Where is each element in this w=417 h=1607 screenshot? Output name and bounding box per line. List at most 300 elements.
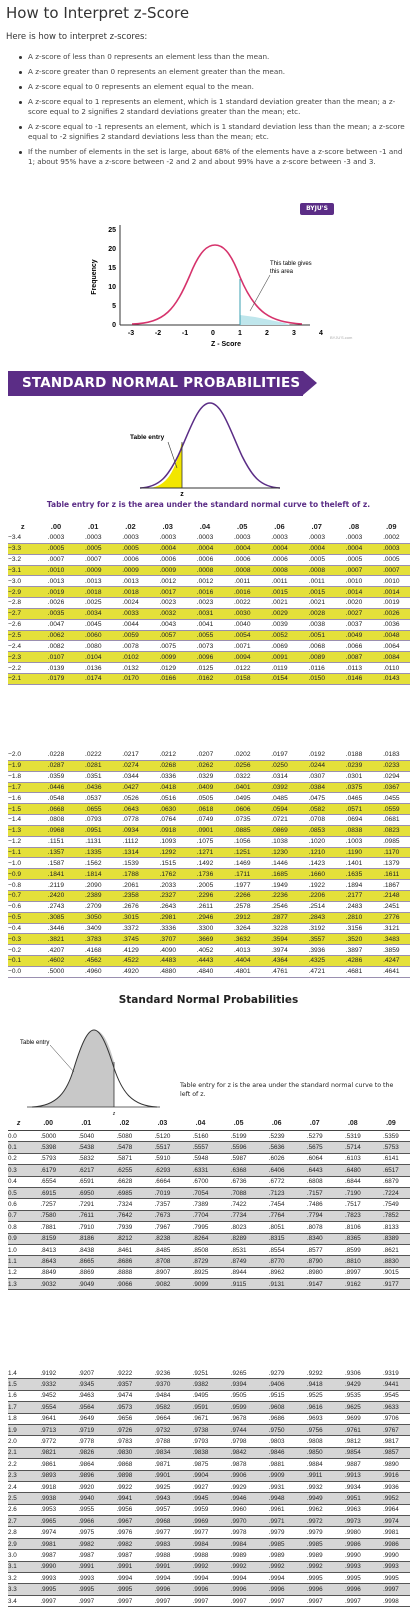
probability-cell: .9980 [334, 1527, 372, 1538]
table-row [8, 1402, 410, 1413]
probability-cell: .0069 [261, 641, 298, 652]
probability-cell: .0018 [75, 587, 112, 598]
probability-cell: .9991 [105, 1561, 143, 1572]
probability-cell: .5000 [29, 1131, 67, 1142]
probability-cell: .9177 [372, 1279, 410, 1290]
probability-cell: .9793 [181, 1436, 219, 1447]
table-row [8, 554, 410, 565]
probability-cell: .9913 [334, 1470, 372, 1481]
table-entry-label: Table entry [20, 1040, 50, 1046]
probability-cell: .9357 [105, 1379, 143, 1390]
probability-cell: .5793 [29, 1153, 67, 1164]
probability-cell: .9778 [67, 1436, 105, 1447]
table-row [8, 587, 410, 598]
probability-cell: .9750 [258, 1424, 296, 1435]
probability-cell: .9406 [258, 1379, 296, 1390]
table-row [8, 1436, 410, 1447]
probability-cell: .1977 [224, 880, 261, 891]
probability-cell: .9783 [105, 1436, 143, 1447]
probability-cell: .3821 [37, 934, 74, 945]
probability-cell: .1922 [298, 880, 335, 891]
probability-cell: .0033 [112, 608, 149, 619]
probability-cell: .0052 [261, 630, 298, 641]
z-value-cell: −1.9 [8, 760, 37, 771]
probability-cell: .0122 [224, 663, 261, 674]
probability-cell: .0643 [112, 804, 149, 815]
probability-cell: .9738 [181, 1424, 219, 1435]
probability-cell: .0002 [373, 533, 410, 543]
probability-cell: .2611 [186, 901, 223, 912]
probability-cell: .8340 [296, 1233, 334, 1244]
probability-cell: .9991 [143, 1561, 181, 1572]
probability-cell: .4641 [373, 966, 410, 977]
probability-cell: .0485 [261, 793, 298, 804]
probability-cell: .2912 [224, 912, 261, 923]
probability-cell: .0059 [112, 630, 149, 641]
probability-cell: .1335 [75, 847, 112, 858]
probability-cell: .9941 [105, 1493, 143, 1504]
probability-cell: .8413 [29, 1244, 67, 1255]
z-value-cell: 1.0 [8, 1244, 29, 1255]
probability-cell: .9608 [258, 1402, 296, 1413]
probability-cell: .0735 [224, 815, 261, 826]
probability-cell: .9994 [105, 1573, 143, 1584]
table-row [8, 793, 410, 804]
probability-cell: .0036 [373, 619, 410, 630]
probability-cell: .9625 [334, 1402, 372, 1413]
probability-cell: .8665 [67, 1256, 105, 1267]
probability-cell: .0985 [373, 836, 410, 847]
probability-cell: .9761 [334, 1424, 372, 1435]
probability-cell: .5120 [143, 1131, 181, 1142]
probability-cell: .5517 [143, 1142, 181, 1153]
probability-cell: .5160 [181, 1131, 219, 1142]
probability-cell: .6103 [334, 1153, 372, 1164]
probability-cell: .9370 [143, 1379, 181, 1390]
probability-cell: .0694 [335, 815, 372, 826]
probability-cell: .1038 [261, 836, 298, 847]
probability-cell: .9993 [334, 1561, 372, 1572]
table-row [8, 912, 410, 923]
probability-cell: .8770 [258, 1256, 296, 1267]
probability-cell: .9292 [296, 1368, 334, 1379]
probability-cell: .7257 [29, 1199, 67, 1210]
probability-cell: .9997 [67, 1595, 105, 1606]
section-title: Standard Normal Probabilities [118, 994, 299, 1006]
probability-cell: .0475 [298, 793, 335, 804]
probability-cell: .2643 [149, 901, 186, 912]
probability-cell: .0322 [224, 771, 261, 782]
z-value-cell: 2.8 [8, 1527, 29, 1538]
z-value-cell: 0.2 [8, 1153, 29, 1164]
probability-cell: .9982 [67, 1538, 105, 1549]
probability-cell: .9957 [143, 1504, 181, 1515]
column-header: .01 [88, 521, 99, 531]
probability-cell: .0028 [298, 608, 335, 619]
probability-cell: .3264 [224, 923, 261, 934]
probability-cell: .9868 [105, 1459, 143, 1470]
probability-cell: .0003 [112, 533, 149, 543]
z-value-cell: −2.3 [8, 652, 37, 663]
entry-pointer [168, 442, 177, 468]
probability-cell: .3745 [112, 934, 149, 945]
probability-cell: .0287 [37, 760, 74, 771]
probability-cell: .9821 [29, 1447, 67, 1458]
z-value-cell: 1.6 [8, 1390, 29, 1401]
annotation-pointer [250, 275, 270, 311]
probability-cell: .7517 [334, 1199, 372, 1210]
probability-cell: .4247 [373, 956, 410, 967]
probability-cell: .0274 [112, 760, 149, 771]
probability-cell: .9993 [67, 1573, 105, 1584]
probability-cell: .8686 [105, 1256, 143, 1267]
probability-cell: .7852 [372, 1210, 410, 1221]
probability-cell: .0035 [37, 608, 74, 619]
z-value-cell: −0.6 [8, 901, 37, 912]
probability-cell: .1251 [224, 847, 261, 858]
probability-cell: .9995 [105, 1584, 143, 1595]
probability-cell: .8621 [372, 1244, 410, 1255]
probability-cell: .0401 [224, 782, 261, 793]
z-value-cell: −2.9 [8, 587, 37, 598]
probability-cell: .9998 [372, 1595, 410, 1606]
probability-cell: .9904 [181, 1470, 219, 1481]
probability-cell: .9893 [29, 1470, 67, 1481]
table-row [8, 934, 410, 945]
probability-cell: .9974 [372, 1516, 410, 1527]
z-value-cell: 0.3 [8, 1165, 29, 1176]
probability-cell: .9992 [181, 1561, 219, 1572]
zscore-figure [70, 215, 353, 350]
probability-cell: .4168 [75, 945, 112, 956]
probability-cell: .9656 [105, 1413, 143, 1424]
z-value-cell: 2.0 [8, 1436, 29, 1447]
probability-cell: .9992 [258, 1561, 296, 1572]
probability-cell: .8238 [143, 1233, 181, 1244]
probability-cell: .9997 [181, 1595, 219, 1606]
probability-cell: .9995 [334, 1573, 372, 1584]
probability-cell: .0125 [186, 663, 223, 674]
probability-cell: .9332 [29, 1379, 67, 1390]
probability-cell: .3632 [224, 934, 261, 945]
probability-cell: .2236 [261, 890, 298, 901]
z-value-cell: 2.2 [8, 1459, 29, 1470]
probability-cell: .0222 [75, 750, 112, 760]
probability-cell: .0043 [149, 619, 186, 630]
probability-cell: .9066 [105, 1279, 143, 1290]
table-row [8, 815, 410, 826]
z-value-cell: 3.1 [8, 1561, 29, 1572]
probability-cell: .7734 [220, 1210, 258, 1221]
probability-cell: .0233 [373, 760, 410, 771]
table-row [8, 1379, 410, 1390]
probability-cell: .0250 [261, 760, 298, 771]
probability-cell: .0027 [335, 608, 372, 619]
probability-cell: .0166 [149, 673, 186, 684]
probability-cell: .0344 [112, 771, 149, 782]
probability-cell: .0409 [186, 782, 223, 793]
probability-cell: .0003 [186, 533, 223, 543]
bell-curve [132, 245, 302, 324]
probability-cell: .5080 [105, 1131, 143, 1142]
probability-cell: .0113 [335, 663, 372, 674]
probability-cell: .0119 [261, 663, 298, 674]
probability-cell: .0040 [224, 619, 261, 630]
probability-cell: .9788 [143, 1436, 181, 1447]
probability-cell: .9484 [143, 1390, 181, 1401]
probability-cell: .0003 [224, 533, 261, 543]
probability-cell: .0116 [298, 663, 335, 674]
probability-cell: .2148 [373, 890, 410, 901]
z-value-cell: −2.5 [8, 630, 37, 641]
probability-cell: .9982 [105, 1538, 143, 1549]
probability-cell: .0217 [112, 750, 149, 760]
y-tick: 0 [112, 322, 116, 329]
probability-cell: .4090 [149, 945, 186, 956]
probability-cell: .2877 [261, 912, 298, 923]
probability-cell: .9649 [67, 1413, 105, 1424]
probability-cell: .0007 [335, 565, 372, 576]
probability-cell: .0008 [186, 565, 223, 576]
probability-cell: .9962 [296, 1504, 334, 1515]
x-tick: 4 [319, 330, 323, 337]
probability-cell: .2981 [149, 912, 186, 923]
probability-cell: .2033 [149, 880, 186, 891]
column-header: .04 [199, 521, 211, 531]
probability-cell: .0006 [186, 554, 223, 565]
y-axis-label: Frequency [91, 259, 98, 295]
probability-cell: .3336 [149, 923, 186, 934]
probability-cell: .0359 [37, 771, 74, 782]
probability-cell: .7939 [105, 1222, 143, 1233]
section-banner [8, 371, 303, 396]
probability-cell: .0051 [298, 630, 335, 641]
probability-cell: .9979 [258, 1527, 296, 1538]
probability-cell: .6808 [296, 1176, 334, 1187]
probability-cell: .9990 [334, 1550, 372, 1561]
z-value-cell: −3.2 [8, 554, 37, 565]
probability-cell: .4483 [149, 956, 186, 967]
probability-cell: .0392 [261, 782, 298, 793]
table-row [8, 847, 410, 858]
probability-cell: .9251 [181, 1368, 219, 1379]
table-row [8, 869, 410, 880]
probability-cell: .0091 [261, 652, 298, 663]
table-row [8, 858, 410, 869]
probability-cell: .6844 [334, 1176, 372, 1187]
probability-cell: .3409 [75, 923, 112, 934]
probability-cell: .0594 [261, 804, 298, 815]
probability-cell: .9949 [296, 1493, 334, 1504]
probability-cell: .9726 [105, 1424, 143, 1435]
table-row [8, 1368, 410, 1379]
probability-cell: .9861 [29, 1459, 67, 1470]
probability-cell: .2177 [335, 890, 372, 901]
probability-cell: .7389 [181, 1199, 219, 1210]
z-value-cell: 1.1 [8, 1256, 29, 1267]
probability-cell: .3520 [335, 934, 372, 945]
probability-cell: .7881 [29, 1222, 67, 1233]
probability-cell: .9973 [334, 1516, 372, 1527]
probability-cell: .5871 [105, 1153, 143, 1164]
x-tick: -1 [181, 330, 189, 337]
z-table-positive-a [8, 1117, 410, 1290]
probability-cell: .9920 [67, 1481, 105, 1492]
probability-cell: .9812 [334, 1436, 372, 1447]
probability-cell: .0026 [373, 608, 410, 619]
probability-cell: .0427 [112, 782, 149, 793]
probability-cell: .0129 [149, 663, 186, 674]
column-header: .00 [50, 521, 62, 531]
probability-cell: .9985 [258, 1538, 296, 1549]
probability-cell: .3050 [75, 912, 112, 923]
probability-cell: .9993 [29, 1573, 67, 1584]
probability-cell: .9875 [181, 1459, 219, 1470]
probability-cell: .9960 [220, 1504, 258, 1515]
probability-cell: .8997 [334, 1267, 372, 1278]
probability-cell: .0017 [149, 587, 186, 598]
z-value-cell: 1.5 [8, 1379, 29, 1390]
probability-cell: .6255 [105, 1165, 143, 1176]
probability-cell: .2119 [37, 880, 74, 891]
probability-cell: .3669 [186, 934, 223, 945]
probability-cell: .9997 [143, 1595, 181, 1606]
probability-cell: .5319 [334, 1131, 372, 1142]
z-value-cell: 0.5 [8, 1187, 29, 1198]
probability-cell: .0087 [335, 652, 372, 663]
probability-cell: .0934 [112, 825, 149, 836]
probability-cell: .9911 [296, 1470, 334, 1481]
probability-cell: .8315 [258, 1233, 296, 1244]
table-row [8, 543, 410, 554]
probability-cell: .0764 [149, 815, 186, 826]
z-value-cell: −0.5 [8, 912, 37, 923]
probability-cell: .9452 [29, 1390, 67, 1401]
probability-cell: .9996 [296, 1584, 334, 1595]
entry-pointer [50, 1045, 74, 1072]
probability-cell: .0582 [298, 804, 335, 815]
probability-cell: .9972 [296, 1516, 334, 1527]
table-row [8, 1493, 410, 1504]
probability-cell: .9236 [143, 1368, 181, 1379]
z-value-cell: 0.4 [8, 1176, 29, 1187]
probability-cell: .9970 [220, 1516, 258, 1527]
probability-cell: .1003 [335, 836, 372, 847]
probability-cell: .9984 [181, 1538, 219, 1549]
probability-cell: .5557 [181, 1142, 219, 1153]
probability-cell: .5239 [258, 1131, 296, 1142]
probability-cell: .0003 [335, 533, 372, 543]
probability-cell: .0045 [75, 619, 112, 630]
probability-cell: .0004 [261, 543, 298, 554]
probability-cell: .9989 [220, 1550, 258, 1561]
probability-cell: .2483 [335, 901, 372, 912]
z-value-cell: −1.3 [8, 825, 37, 836]
x-axis-label: Z - Score [211, 341, 241, 348]
probability-cell: .0006 [112, 554, 149, 565]
x-tick: 3 [292, 330, 296, 337]
probability-cell: .4801 [224, 966, 261, 977]
probability-cell: .3446 [37, 923, 74, 934]
probability-cell: .1112 [112, 836, 149, 847]
probability-cell: .0668 [37, 804, 74, 815]
probability-cell: .2327 [149, 890, 186, 901]
probability-cell: .9994 [220, 1573, 258, 1584]
probability-cell: .2514 [298, 901, 335, 912]
probability-cell: .8159 [29, 1233, 67, 1244]
probability-cell: .0262 [186, 760, 223, 771]
probability-cell: .0143 [373, 673, 410, 684]
probability-cell: .0239 [335, 760, 372, 771]
probability-cell: .0022 [224, 598, 261, 609]
y-tick: 25 [108, 227, 116, 234]
x-tick: -3 [127, 330, 135, 337]
probability-cell: .9756 [296, 1424, 334, 1435]
probability-cell: .9988 [143, 1550, 181, 1561]
annotation-line: This table gives [270, 261, 312, 267]
probability-cell: .8461 [105, 1244, 143, 1255]
probability-cell: .0571 [335, 804, 372, 815]
probability-cell: .9463 [67, 1390, 105, 1401]
probability-cell: .2546 [261, 901, 298, 912]
probability-cell: .0008 [261, 565, 298, 576]
probability-cell: .9916 [372, 1470, 410, 1481]
z-table-positive-b [8, 1368, 410, 1607]
column-header: .02 [125, 521, 136, 531]
probability-cell: .0808 [37, 815, 74, 826]
probability-cell: .9997 [29, 1595, 67, 1606]
probability-cell: .5040 [67, 1131, 105, 1142]
probability-cell: .9871 [143, 1459, 181, 1470]
z-value-cell: −2.0 [8, 750, 37, 760]
z-value-cell: −1.4 [8, 815, 37, 826]
probability-cell: .9977 [181, 1527, 219, 1538]
probability-cell: .0016 [186, 587, 223, 598]
list-item: A z-score equal to 0 represents an element equal to the mean. [6, 82, 411, 92]
probability-cell: .9345 [67, 1379, 105, 1390]
table-row [8, 1527, 410, 1538]
probability-cell: .9147 [296, 1279, 334, 1290]
probability-cell: .5948 [181, 1153, 219, 1164]
table-row [8, 1470, 410, 1481]
probability-cell: .6406 [258, 1165, 296, 1176]
table-header-row [8, 1117, 410, 1131]
z-value-cell: −2.1 [8, 673, 37, 684]
probability-cell: .0968 [37, 825, 74, 836]
probability-cell: .9987 [67, 1550, 105, 1561]
z-table-negative-a [8, 519, 410, 685]
page-title: How to Interpret z-Score [6, 4, 190, 22]
probability-cell: .9633 [372, 1402, 410, 1413]
probability-cell: .9162 [334, 1279, 372, 1290]
probability-cell: .6141 [372, 1153, 410, 1164]
probability-cell: .9887 [334, 1459, 372, 1470]
probability-cell: .0721 [261, 815, 298, 826]
probability-cell: .7088 [220, 1187, 258, 1198]
z-value-cell: −0.1 [8, 956, 37, 967]
probability-cell: .4013 [224, 945, 261, 956]
probability-cell: .4681 [335, 966, 372, 977]
list-item: A z-score greater than 0 represents an element greater than the mean. [6, 67, 411, 77]
probability-cell: .6517 [372, 1165, 410, 1176]
probability-cell: .6915 [29, 1187, 67, 1198]
probability-cell: .1469 [224, 858, 261, 869]
column-header: .03 [162, 521, 173, 531]
y-tick: 10 [108, 284, 116, 291]
probability-cell: .2090 [75, 880, 112, 891]
probability-cell: .1814 [75, 869, 112, 880]
probability-cell: .3085 [37, 912, 74, 923]
